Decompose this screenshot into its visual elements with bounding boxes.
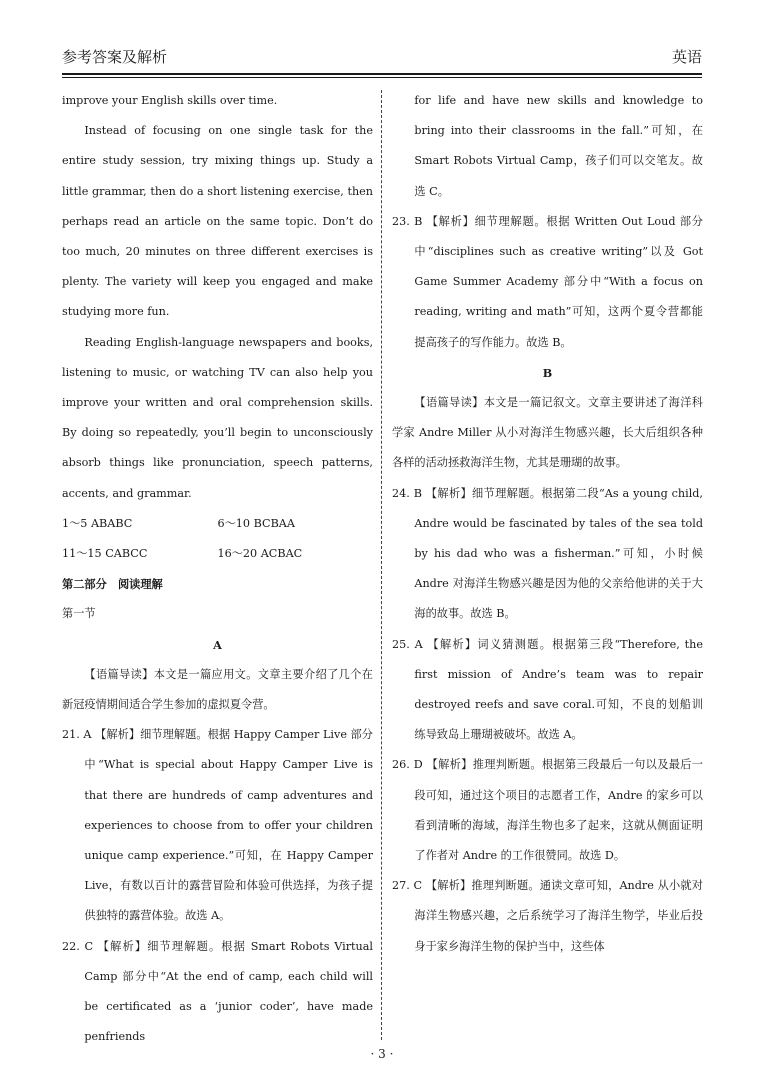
paragraph: improve your English skills over time.: [62, 94, 278, 107]
paragraph: Reading English-language newspapers and books, listening to music, or watching TV can also help you improve your written and oral comprehension skills. By doing so repeatedly, you’ll begin to unconsciously absorb things like pronunciation, speech patterns, accents, and grammar.: [62, 335, 373, 500]
header-rule-thick: [62, 73, 702, 75]
answer-row: [62, 509, 373, 539]
question-explanation: 22. C 【解析】细节理解题。根据 Smart Robots Virtual Camp 部分中“At the end of camp, each child will be certificated as a ‘junior coder’, have made penfriends: [62, 939, 373, 1044]
header-title: 参考答案及解析: [62, 48, 168, 66]
column-divider: [381, 90, 382, 1040]
answer-group: 11～15 CABCC: [62, 547, 148, 561]
answer-row: [62, 539, 373, 569]
passage-label: A: [213, 637, 222, 652]
answer-group: 1～5 ABABC: [62, 516, 133, 530]
page-header: [62, 46, 702, 72]
page-number: · 3 ·: [370, 1047, 394, 1061]
paragraph: Instead of focusing on one single task for the entire study session, try mixing things up. Study a little grammar, then do a short listening exercise, then perhaps read an article on the same topic. Don’t do too much, 20 minutes on three different exercises is plenty. The variety will keep you engaged and make studying more fun.: [62, 124, 373, 319]
passage-label: B: [542, 365, 553, 380]
question-explanation: 27. C 【解析】推理判断题。通读文章可知，Andre 从小就对海洋生物感兴趣，之后系统学习了海洋生物学，毕业后投身于家乡海洋生物的保护当中，这些体: [392, 879, 703, 953]
answer-group: 16～20 ACBAC: [217, 547, 303, 561]
question-explanation: 23. B 【解析】细节理解题。根据 Written Out Loud 部分中“disciplines such as creative writing”以及 Got Game Summer Academy 部分中“With a focus on reading, writing and math”可知，这两个夏令营都能提高孩子的写作能力。故选 B。: [392, 214, 703, 349]
question-explanation: 21. A 【解析】细节理解题。根据 Happy Camper Live 部分中“What is special about Happy Camper Live is that there are hundreds of camp adventures and experiences to choose from to offer your children unique camp experience.”可知，在 Happy Camper Live，有数以百计的露营冒险和体验可供选择，为孩子提供独特的露营体验。故选 A。: [62, 728, 373, 923]
passage-guide: 【语篇导读】本文是一篇应用文。文章主要介绍了几个在新冠疫情期间适合学生参加的虚拟夏令营。: [62, 667, 373, 712]
answer-group: 6～10 BCBAA: [217, 516, 295, 530]
section-heading: 第二部分 阅读理解: [62, 577, 163, 592]
question-explanation: 26. D 【解析】推理判断题。根据第三段最后一句以及最后一段可知，通过这个项目的志愿者工作，Andre 的家乡可以看到清晰的海域，海洋生物也多了起来，这就从侧面证明了作者对 Andre 的工作很赞同。故选 D。: [392, 758, 703, 863]
subsection-heading: 第一节: [62, 607, 96, 621]
header-subject: 英语: [671, 48, 702, 66]
passage-guide: 【语篇导读】本文是一篇记叙文。文章主要讲述了海洋科学家 Andre Miller 从小对海洋生物感兴趣，长大后组织各种各样的活动拯救海洋生物，尤其是珊瑚的故事。: [392, 396, 703, 470]
question-explanation: 25. A 【解析】词义猜测题。根据第三段“Therefore, the first mission of Andre’s team was to repair destroyed reefs and save coral.可知，不良的划船训练导致岛上珊瑚被破坏。故选 A。: [392, 637, 703, 742]
question-explanation: 24. B 【解析】细节理解题。根据第二段“As a young child, Andre would be fascinated by tales of the sea told by his dad who was a fisherman.”可知，小时候 Andre 对海洋生物感兴趣是因为他的父亲给他讲的关于大海的故事。故选 B。: [392, 486, 703, 621]
header-rule-thin: [62, 77, 702, 78]
left-column: [62, 86, 373, 1053]
question-explanation-continued: for life and have new skills and knowledge to bring into their classrooms in the fall.”可知，在 Smart Robots Virtual Camp，孩子们可以交笔友。故选 C。: [414, 94, 703, 198]
right-column: [392, 86, 703, 962]
